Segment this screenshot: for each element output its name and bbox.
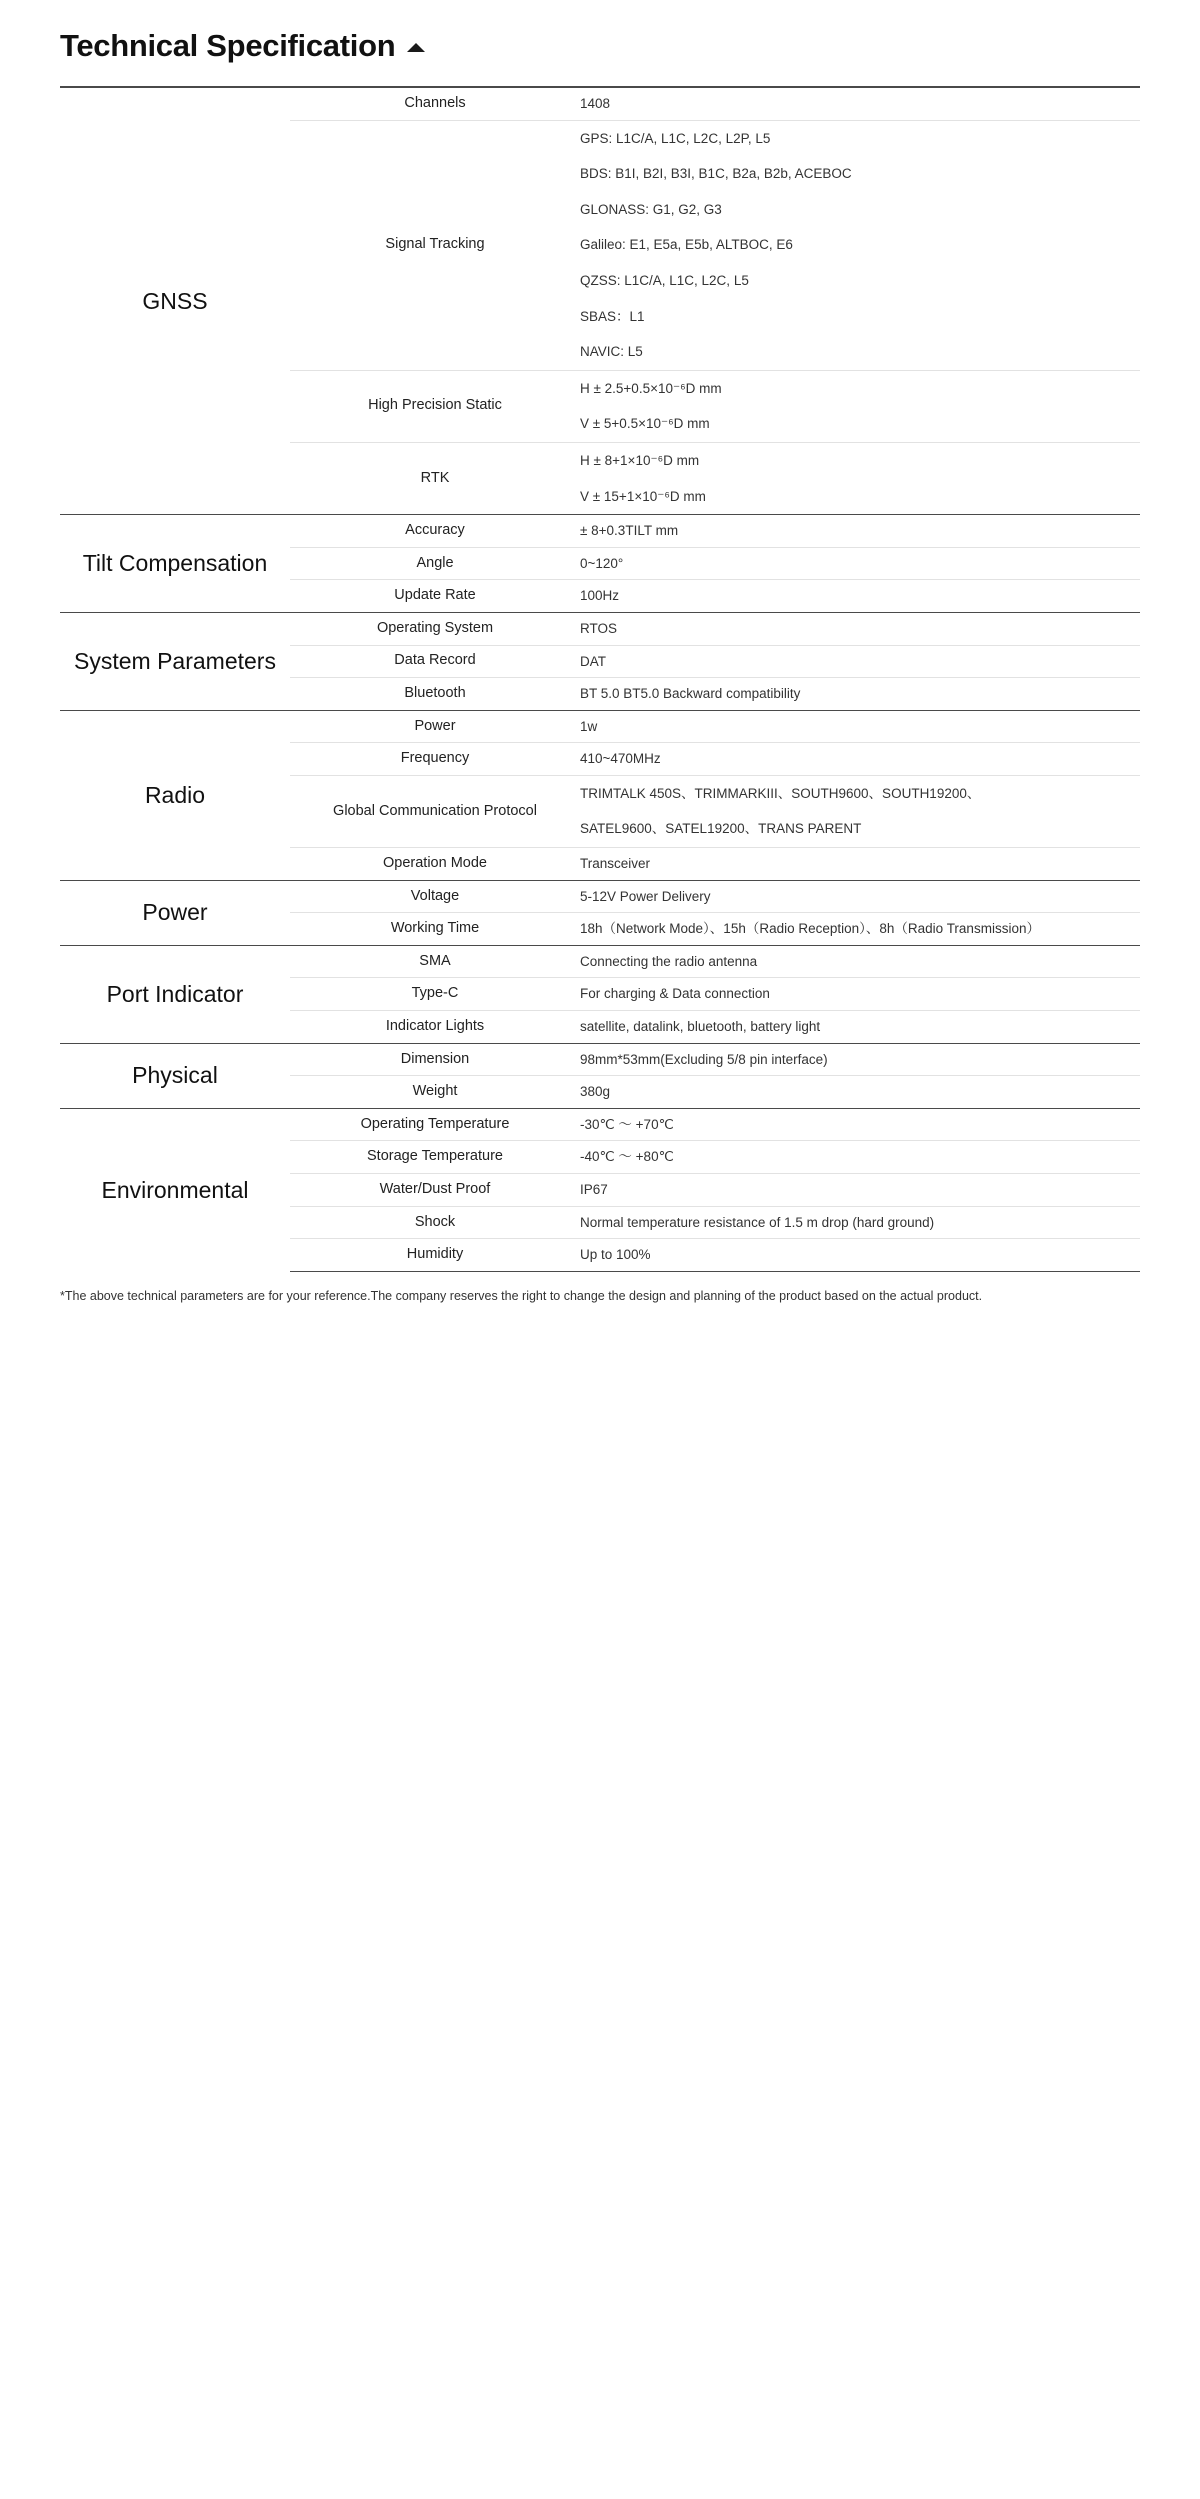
parameter-value — [580, 1108, 1140, 1141]
parameter-label: Shock — [290, 1206, 580, 1239]
parameter-label: Dimension — [290, 1043, 580, 1076]
table-row — [60, 612, 1140, 645]
footnote: *The above technical parameters are for your reference.The company reserves the right to change the design and planning of the product based on the actual product. — [60, 1288, 983, 1303]
value-line: BT 5.0 BT5.0 Backward compatibility — [580, 686, 801, 702]
group-label: Environmental — [60, 1108, 290, 1271]
value-line: Up to 100% — [580, 1247, 651, 1263]
parameter-label: Power — [290, 710, 580, 743]
group-label: GNSS — [60, 88, 290, 515]
value-line: IP67 — [580, 1182, 608, 1197]
parameter-label: Signal Tracking — [290, 120, 580, 370]
parameter-value — [580, 442, 1140, 514]
parameter-label: Indicator Lights — [290, 1011, 580, 1044]
value-line: 18h（Network Mode）、15h（Radio Reception）、8h（Radio Transmission） — [580, 921, 1040, 937]
parameter-value — [580, 580, 1140, 613]
table-row — [60, 880, 1140, 913]
value-line: H ± 8+1×10⁻⁶D mm — [580, 452, 700, 468]
group-label: System Parameters — [60, 612, 290, 710]
parameter-label: Accuracy — [290, 515, 580, 548]
table-row — [60, 515, 1140, 548]
parameter-label: Weight — [290, 1076, 580, 1109]
value-line: 380g — [580, 1084, 611, 1100]
parameter-label: High Precision Static — [290, 370, 580, 442]
parameter-value — [580, 945, 1140, 978]
parameter-value — [580, 370, 1140, 442]
value-line: H ± 2.5+0.5×10⁻⁶D mm — [580, 380, 722, 396]
value-line: SATEL9600、SATEL19200、TRANS PARENT — [580, 821, 862, 837]
table-row — [60, 945, 1140, 978]
parameter-label: Update Rate — [290, 580, 580, 613]
value-line: SBAS：L1 — [580, 308, 645, 324]
parameter-value — [580, 848, 1140, 881]
parameter-value — [580, 1076, 1140, 1109]
table-row — [60, 88, 1140, 121]
parameter-label: Operating System — [290, 612, 580, 645]
table-row — [60, 710, 1140, 743]
value-line: V ± 5+0.5×10⁻⁶D mm — [580, 416, 710, 432]
parameter-value — [580, 645, 1140, 678]
parameter-value — [580, 913, 1140, 946]
caret-up-icon[interactable] — [407, 43, 425, 52]
value-line: GPS: L1C/A, L1C, L2C, L2P, L5 — [580, 130, 771, 146]
value-line: TRIMTALK 450S、TRIMMARKIII、SOUTH9600、SOUTH19200、 — [580, 785, 981, 801]
value-line: 5-12V Power Delivery — [580, 888, 711, 904]
parameter-label: Data Record — [290, 645, 580, 678]
value-line: Transceiver — [580, 856, 651, 872]
parameter-label: Storage Temperature — [290, 1141, 580, 1174]
specification-table — [60, 87, 1140, 1272]
parameter-value — [580, 743, 1140, 776]
parameter-label: SMA — [290, 945, 580, 978]
parameter-label: Operating Temperature — [290, 1108, 580, 1141]
group-label: Physical — [60, 1043, 290, 1108]
value-line: Connecting the radio antenna — [580, 953, 758, 969]
value-line: NAVIC: L5 — [580, 344, 643, 360]
group-label: Radio — [60, 710, 290, 880]
parameter-value — [580, 612, 1140, 645]
parameter-label: Global Communication Protocol — [290, 775, 580, 847]
parameter-value — [580, 88, 1140, 121]
parameter-label: Water/Dust Proof — [290, 1174, 580, 1207]
value-line: 98mm*53mm(Excluding 5/8 pin interface) — [580, 1051, 828, 1067]
value-line: 1w — [580, 718, 598, 734]
value-line: V ± 15+1×10⁻⁶D mm — [580, 488, 706, 504]
value-line: 410~470MHz — [580, 751, 661, 767]
parameter-value — [580, 515, 1140, 548]
parameter-value — [580, 120, 1140, 370]
parameter-value — [580, 1206, 1140, 1239]
page-title: Technical Specification — [60, 28, 396, 63]
parameter-value — [580, 547, 1140, 580]
parameter-label: Type-C — [290, 978, 580, 1011]
value-line: -30℃ ～ +70℃ — [580, 1116, 674, 1132]
parameter-label: Angle — [290, 547, 580, 580]
parameter-value — [580, 1174, 1140, 1207]
parameter-label: Voltage — [290, 880, 580, 913]
value-line: 0~120° — [580, 555, 624, 571]
table-row — [60, 1108, 1140, 1141]
parameter-label: Bluetooth — [290, 678, 580, 711]
value-line: -40℃ ～ +80℃ — [580, 1149, 674, 1165]
value-line: Galileo: E1, E5a, E5b, ALTBOC, E6 — [580, 237, 793, 253]
parameter-value — [580, 978, 1140, 1011]
parameter-label: Operation Mode — [290, 848, 580, 881]
value-line: 100Hz — [580, 588, 620, 604]
parameter-value — [580, 1141, 1140, 1174]
parameter-value — [580, 710, 1140, 743]
value-line: For charging & Data connection — [580, 986, 770, 1002]
value-line: RTOS — [580, 620, 618, 636]
parameter-label: Humidity — [290, 1239, 580, 1272]
parameter-value — [580, 1011, 1140, 1044]
parameter-label: Frequency — [290, 743, 580, 776]
group-label: Power — [60, 880, 290, 945]
value-line: 1408 — [580, 96, 611, 111]
parameter-label: Working Time — [290, 913, 580, 946]
group-label: Port Indicator — [60, 945, 290, 1043]
value-line: GLONASS: G1, G2, G3 — [580, 201, 722, 217]
parameter-label: RTK — [290, 442, 580, 514]
value-line: Normal temperature resistance of 1.5 m drop (hard ground) — [580, 1214, 935, 1230]
parameter-label: Channels — [290, 88, 580, 121]
value-line: satellite, datalink, bluetooth, battery light — [580, 1019, 821, 1035]
parameter-value — [580, 1239, 1140, 1272]
value-line: DAT — [580, 653, 606, 669]
parameter-value — [580, 678, 1140, 711]
spec-header[interactable] — [60, 0, 1140, 86]
table-row — [60, 1043, 1140, 1076]
value-line: QZSS: L1C/A, L1C, L2C, L5 — [580, 272, 749, 288]
parameter-value — [580, 1043, 1140, 1076]
parameter-value — [580, 775, 1140, 847]
value-line: ± 8+0.3TILT mm — [580, 523, 679, 539]
parameter-value — [580, 880, 1140, 913]
group-label: Tilt Compensation — [60, 515, 290, 613]
value-line: BDS: B1I, B2I, B3I, B1C, B2a, B2b, ACEBOC — [580, 166, 852, 182]
